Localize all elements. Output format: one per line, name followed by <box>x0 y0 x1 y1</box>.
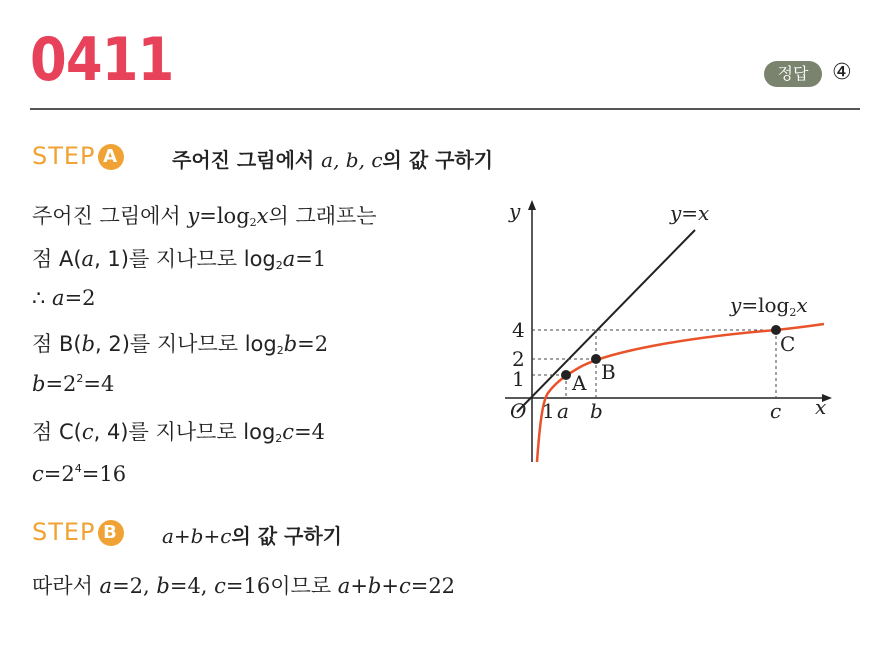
solution-line-6: 점 C(c, 4)를 지나므로 $\log_2c=4$ <box>32 420 326 445</box>
step-b-label: STEP B <box>32 518 124 546</box>
tick-y-1: 1 <box>512 367 525 391</box>
final-line: 따라서 a=2, b=4, c=16이므로 a+b+c=22 <box>32 574 456 598</box>
solution-line-4: 점 B(b, 2)를 지나므로 $\log_2b=2$ <box>32 332 329 357</box>
step-a-label: STEP A <box>32 142 124 170</box>
step-b-circle: B <box>98 520 124 546</box>
x-axis-label: x <box>815 395 827 419</box>
point-b <box>591 354 601 364</box>
solution-line-2: 점 A(a, 1)를 지나므로 $\log_2a=1$ <box>32 247 327 272</box>
tick-y-2: 2 <box>512 347 525 371</box>
line-label: y=x <box>670 201 710 225</box>
y-axis-label: y <box>509 199 521 223</box>
step-a-circle: A <box>98 144 124 170</box>
origin-label: O <box>510 399 527 423</box>
line-y-equals-x <box>517 230 695 412</box>
tick-y-4: 4 <box>512 318 525 342</box>
point-b-label: B <box>601 360 616 384</box>
tick-x-1: 1 <box>542 399 555 423</box>
solution-line-1: 주어진 그림에서 $y=\log_2x$의 그래프는 <box>32 204 377 229</box>
answer-value: ④ <box>832 60 852 85</box>
problem-number: 0411 <box>30 25 174 95</box>
solution-line-5: $b=2^2=4$ <box>32 372 115 396</box>
point-a-label: A <box>572 371 587 395</box>
dashed-guides <box>532 330 776 398</box>
y-axis-arrow-icon <box>528 200 536 210</box>
solution-line-7: $c=2^4=16$ <box>32 462 127 486</box>
solution-line-3: ∴ a=2 <box>32 286 96 310</box>
point-a <box>561 370 571 380</box>
tick-x-b: b <box>590 399 603 423</box>
curve-label: $y=\log_2x$ <box>730 293 808 319</box>
step-a-title: 주어진 그림에서 a, b, c의 값 구하기 <box>172 148 494 172</box>
step-b-title: a+b+c의 값 구하기 <box>162 524 342 548</box>
tick-x-a: a <box>557 399 569 423</box>
point-c-label: C <box>780 332 796 356</box>
answer-badge: 정답 <box>764 61 822 87</box>
tick-x-c: c <box>770 399 782 423</box>
